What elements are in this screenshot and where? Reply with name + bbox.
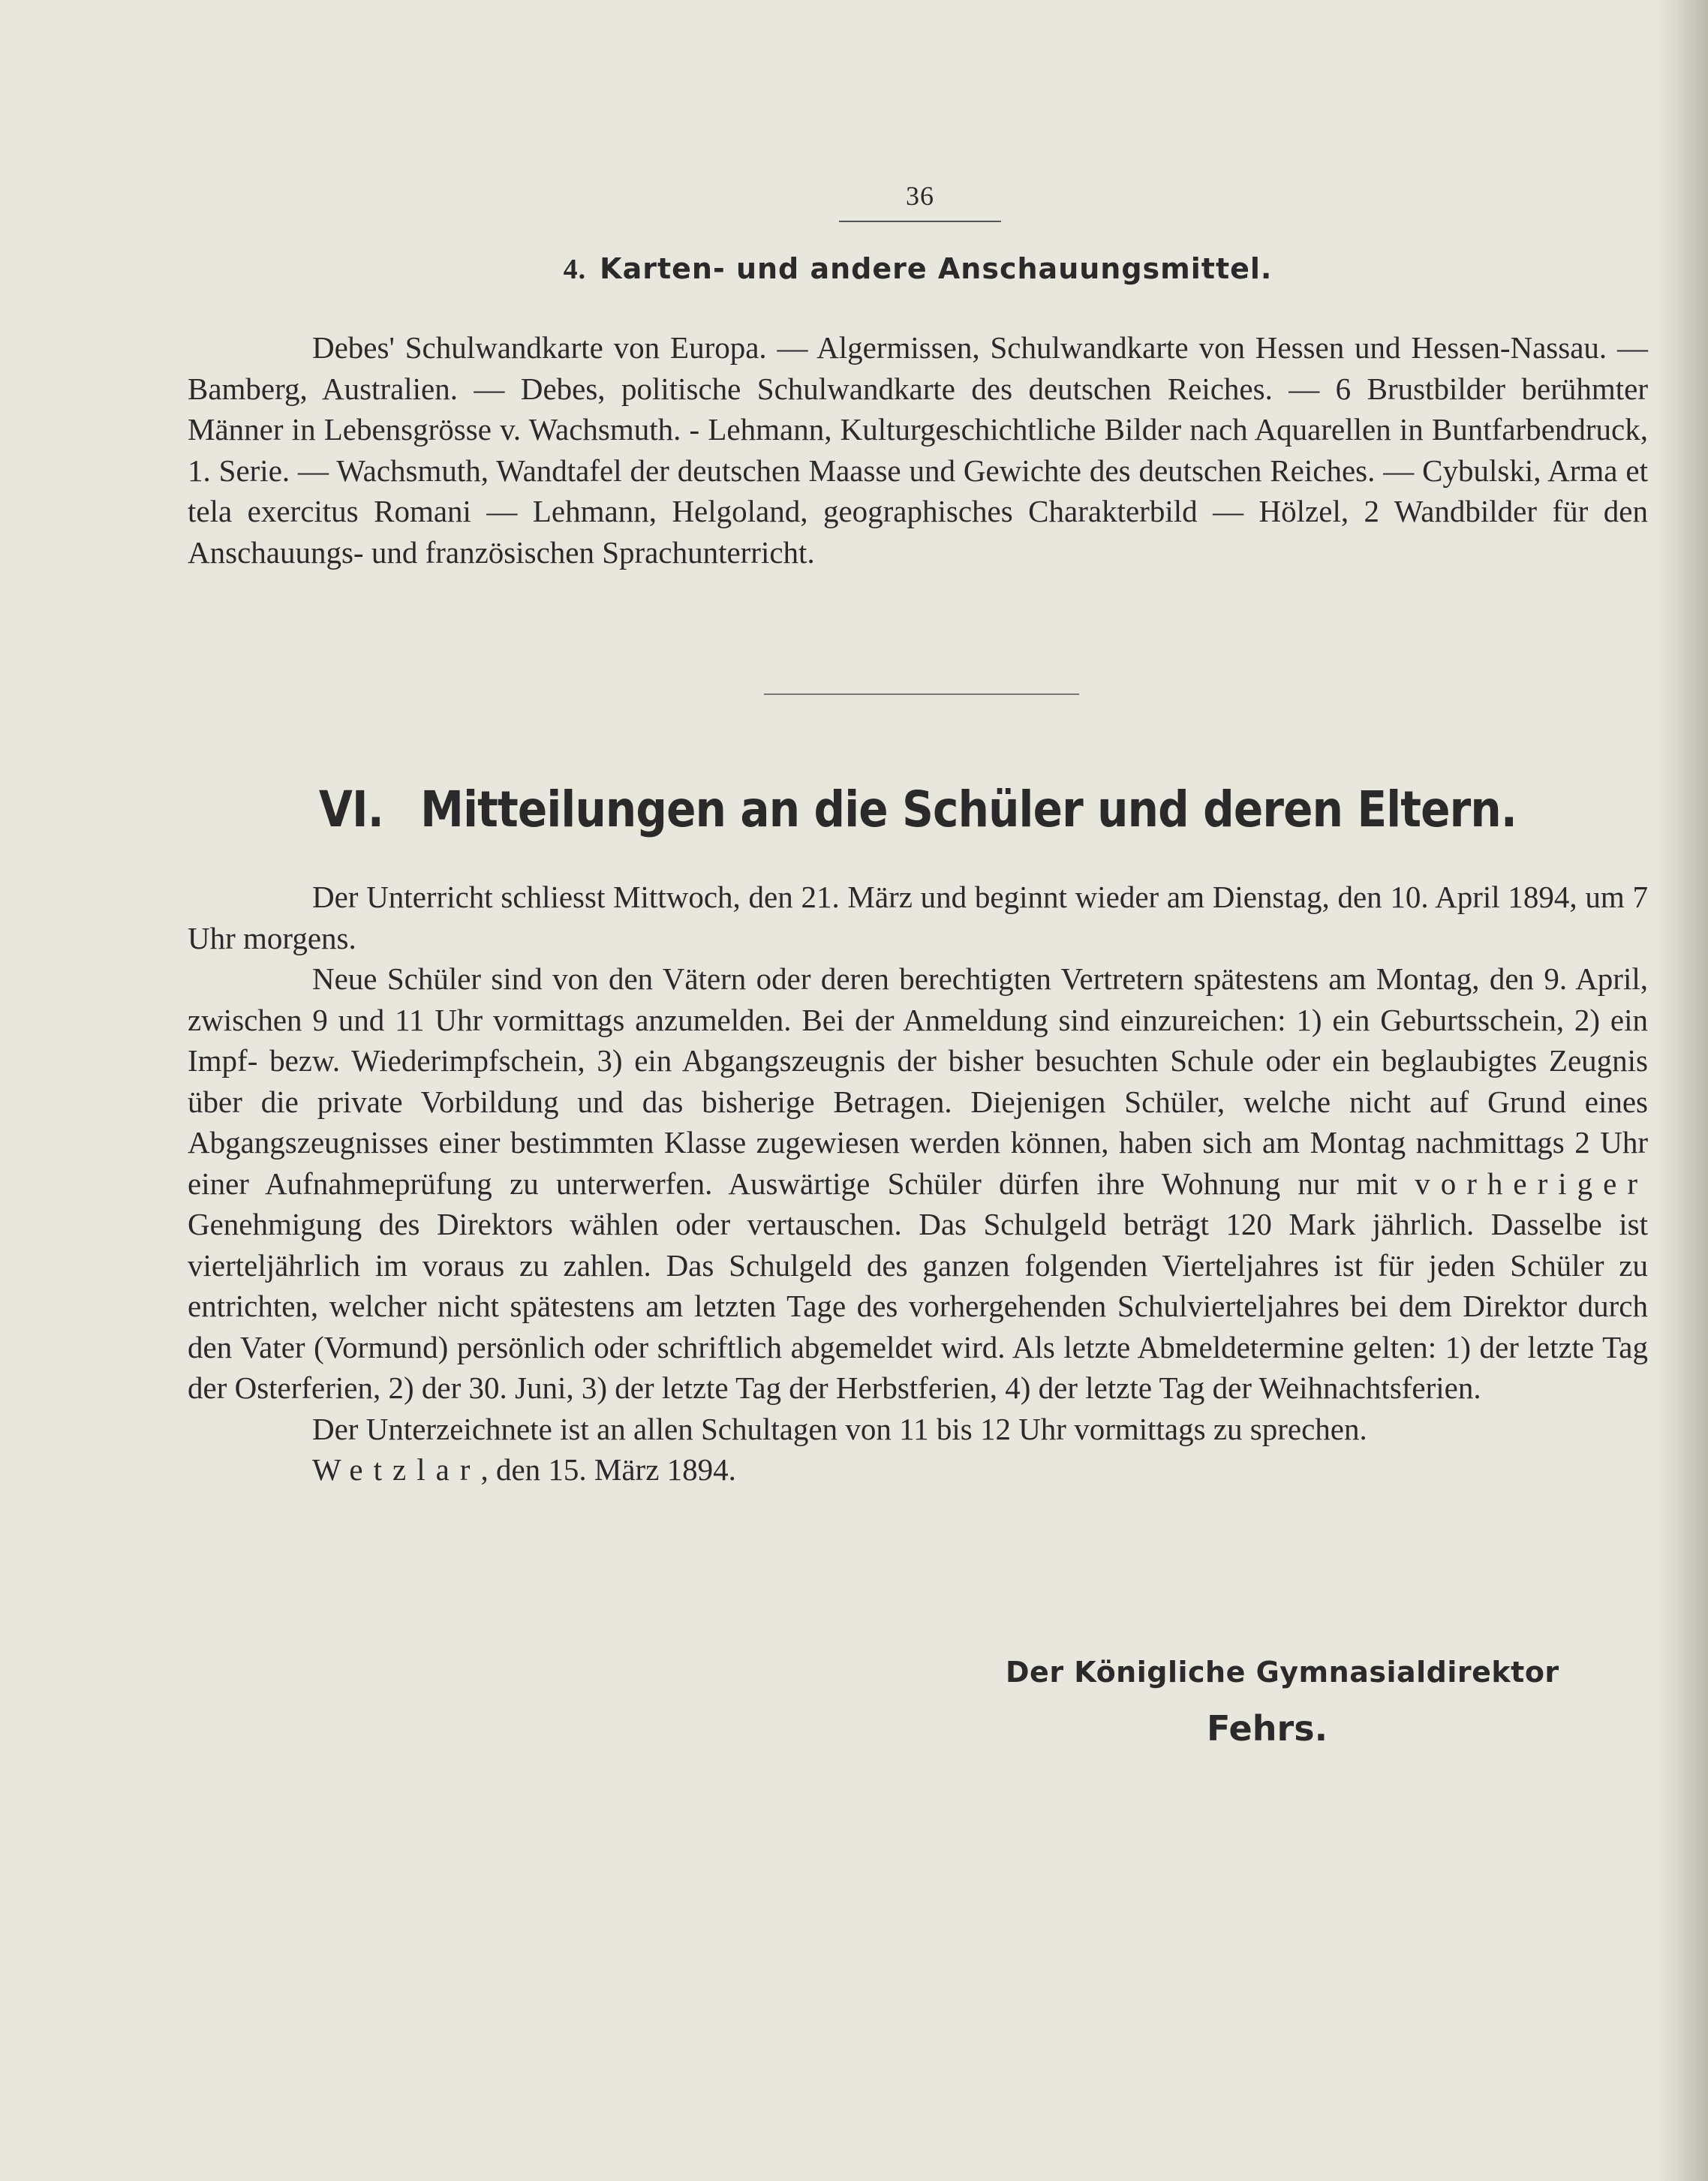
section-divider xyxy=(764,693,1079,695)
section-4-number: 4. xyxy=(563,254,587,285)
place-and-date xyxy=(188,1449,1648,1491)
emphasis-vorheriger: vorheriger xyxy=(1415,1166,1649,1201)
section-6-roman-numeral: VI. xyxy=(318,781,383,838)
paragraph-registration-part-1: Neue Schüler sind von den Vätern oder deren berechtigten Vertretern spätestens am Montag, den 9. April, zwischen 9 und 11 Uhr vormittags anzumelden. Bei der Anmeldung sind einzureichen: 1) ein Geburtsschein, 2) ein Impf- bezw. Wiederimpfschein, 3) ein Abgangszeugnis der bisher besuchten Schule oder ein beglaubigtes Zeugnis über die private Vorbildung und das bisherige Betragen. Diejenigen Schüler, welche nicht auf Grund eines Abgangszeugnisses einer bestimmten Klasse zugewiesen werden können, haben sich am Montag nachmittags 2 Uhr einer Aufnahmeprüfung zu unterwerfen. Auswärtige Schüler dürfen ihre Wohnung nur mit xyxy=(188,961,1648,1201)
page-edge-shadow xyxy=(1655,0,1708,2181)
section-6-body xyxy=(188,877,1648,1491)
section-6-heading xyxy=(275,781,1560,838)
section-4-title: Karten- und andere Anschauungsmittel. xyxy=(600,252,1273,285)
section-4-heading xyxy=(188,252,1648,286)
section-6-title: Mitteilungen an die Schüler und deren Eltern. xyxy=(420,781,1517,838)
paragraph-registration xyxy=(188,958,1648,1409)
page-number: 36 xyxy=(839,180,1001,222)
place-name: Wetzlar xyxy=(312,1452,481,1487)
signature-title: Der Königliche Gymnasialdirektor xyxy=(1006,1656,1559,1689)
signature-name: Fehrs. xyxy=(1207,1708,1328,1749)
section-4-paragraph: Debes' Schulwandkarte von Europa. — Algermissen, Schulwandkarte von Hessen und Hessen-Nassau. — Bamberg, Australien. — Debes, politische Schulwandkarte des deutschen Reiches. — 6 Brustbilder berühmter Männer in Lebensgrösse v. Wachsmuth. - Lehmann, Kulturgeschichtliche Bilder nach Aquarellen in Buntfarbendruck, 1. Serie. — Wachsmuth, Wandtafel der deutschen Maasse und Gewichte des deutschen Reiches. — Cybulski, Arma et tela exercitus Romani — Lehmann, Helgoland, geographisches Charakterbild — Hölzel, 2 Wandbilder für den Anschauungs- und französischen Sprachunterricht. xyxy=(188,330,1648,570)
paragraph-office-hours: Der Unterzeichnete ist an allen Schultagen von 11 bis 12 Uhr vormittags zu sprechen. xyxy=(312,1411,1367,1446)
paragraph-term-dates: Der Unterricht schliesst Mittwoch, den 21. März und beginnt wieder am Dienstag, den 10. April 1894, um 7 Uhr morgens. xyxy=(188,880,1648,955)
section-4-body xyxy=(188,327,1648,573)
paragraph-registration-part-2: Genehmigung des Direktors wählen oder vertauschen. Das Schulgeld beträgt 120 Mark jährlich. Dasselbe ist vierteljährlich im voraus zu zahlen. Das Schulgeld des ganzen folgenden Vierteljahres ist für jeden Schüler zu entrichten, welcher nicht spätestens am letzten Tage des vorhergehenden Schulvierteljahres bei dem Direktor durch den Vater (Vormund) persönlich oder schriftlich abgemeldet wird. Als letzte Abmeldetermine gelten: 1) der letzte Tag der Osterferien, 2) der 30. Juni, 3) der letzte Tag der Herbstferien, 4) der letzte Tag der Weihnachtsferien. xyxy=(188,1207,1648,1405)
date-text: , den 15. März 1894. xyxy=(480,1452,736,1487)
